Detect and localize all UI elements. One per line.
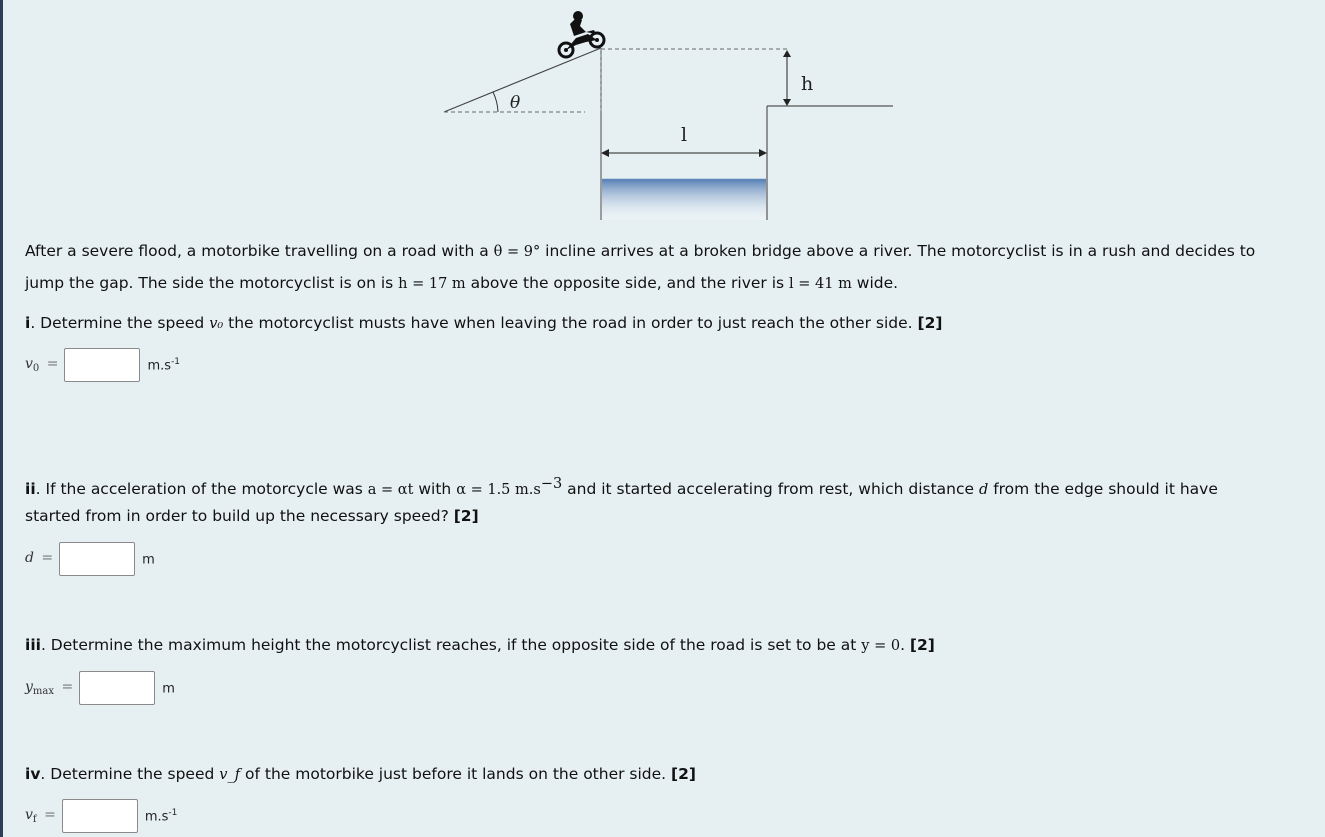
question-text: . If the acceleration of the motorcycle was (35, 480, 368, 499)
answer-unit: m (142, 552, 155, 568)
l-arrow-head-right (759, 149, 767, 157)
question-variable: v_f (219, 767, 241, 783)
h-value: h = 17 m (398, 276, 466, 292)
intro-text: above the opposite side, and the river is (465, 274, 790, 292)
l-label: l (681, 124, 688, 146)
answer-row-4 (25, 796, 177, 836)
question-text: . Determine the speed (40, 765, 220, 783)
question-math: y = 0 (861, 638, 901, 654)
question-text: started from in order to build up the necessary speed? (25, 507, 454, 525)
jump-diagram (430, 0, 910, 225)
intro-text: incline arrives at a broken bridge above a river. The motorcyclist is in a rush and decides to (540, 242, 1256, 260)
answer-input-v0[interactable] (64, 348, 140, 382)
question-text: from the edge should it have (988, 480, 1218, 499)
question-text: . (900, 636, 910, 654)
question-marks: [2] (917, 314, 943, 332)
question-text: with (413, 480, 457, 499)
question-text: the motorcyclist musts have when leaving the road in order to just reach the other side. (223, 314, 918, 332)
question-number: iii (25, 636, 41, 654)
h-arrow-head-bottom (783, 99, 791, 106)
intro-line-1 (25, 235, 1255, 268)
answer-input-vf[interactable] (62, 799, 138, 833)
question-4 (25, 758, 696, 791)
question-math: α = 1.5 m.s (456, 482, 541, 499)
intro-text: jump the gap. The side the motorcyclist is on is (25, 274, 399, 292)
question-variable: v₀ (209, 316, 224, 332)
left-border (0, 0, 3, 837)
theta-label: θ (510, 93, 521, 113)
intro-text: wide. (851, 274, 899, 292)
theta-value: θ = 9° (493, 244, 541, 260)
question-variable: d (978, 482, 989, 499)
question-marks: [2] (453, 507, 479, 525)
answer-row-3 (25, 668, 175, 708)
question-text: and it started accelerating from rest, which distance (562, 480, 979, 499)
question-marks: [2] (909, 636, 935, 654)
l-arrow-head-left (601, 149, 609, 157)
answer-unit: $m.s^{-1}$ (144, 807, 178, 825)
question-number: i (25, 314, 31, 332)
answer-unit: $m.s^{-1}$ (147, 356, 181, 374)
question-2-line-2 (25, 500, 479, 532)
answer-unit: m (162, 681, 175, 697)
question-text: . Determine the speed (30, 314, 210, 332)
question-text: of the motorbike just before it lands on the other side. (240, 765, 672, 783)
answer-label: d = (25, 550, 54, 566)
angle-arc (493, 92, 498, 112)
h-label: h (801, 73, 814, 95)
ramp-line (444, 48, 601, 112)
question-3 (25, 629, 935, 662)
answer-input-d[interactable] (59, 542, 135, 576)
answer-input-ymax[interactable] (79, 671, 155, 705)
intro-line-2 (25, 267, 898, 300)
h-arrow-head-top (783, 50, 791, 57)
river-water (602, 180, 766, 220)
answer-label: $v_f$ = (25, 807, 56, 825)
answer-row-1 (25, 345, 180, 385)
intro-text: After a severe flood, a motorbike travelling on a road with a (25, 242, 494, 260)
answer-label: $y_{max}$ = (25, 679, 74, 697)
question-marks: [2] (671, 765, 696, 783)
answer-row-2 (25, 539, 155, 579)
l-value: l = 41 m (789, 276, 852, 292)
question-math: a = αt (367, 482, 414, 499)
question-number: iv (25, 765, 41, 783)
question-text: . Determine the maximum height the motorcyclist reaches, if the opposite side of the road is set to be at (40, 636, 862, 654)
question-1 (25, 307, 942, 340)
answer-label: $v_0$ = (25, 356, 59, 374)
question-number: ii (25, 480, 36, 499)
question-math-sup: −3 (540, 476, 563, 492)
